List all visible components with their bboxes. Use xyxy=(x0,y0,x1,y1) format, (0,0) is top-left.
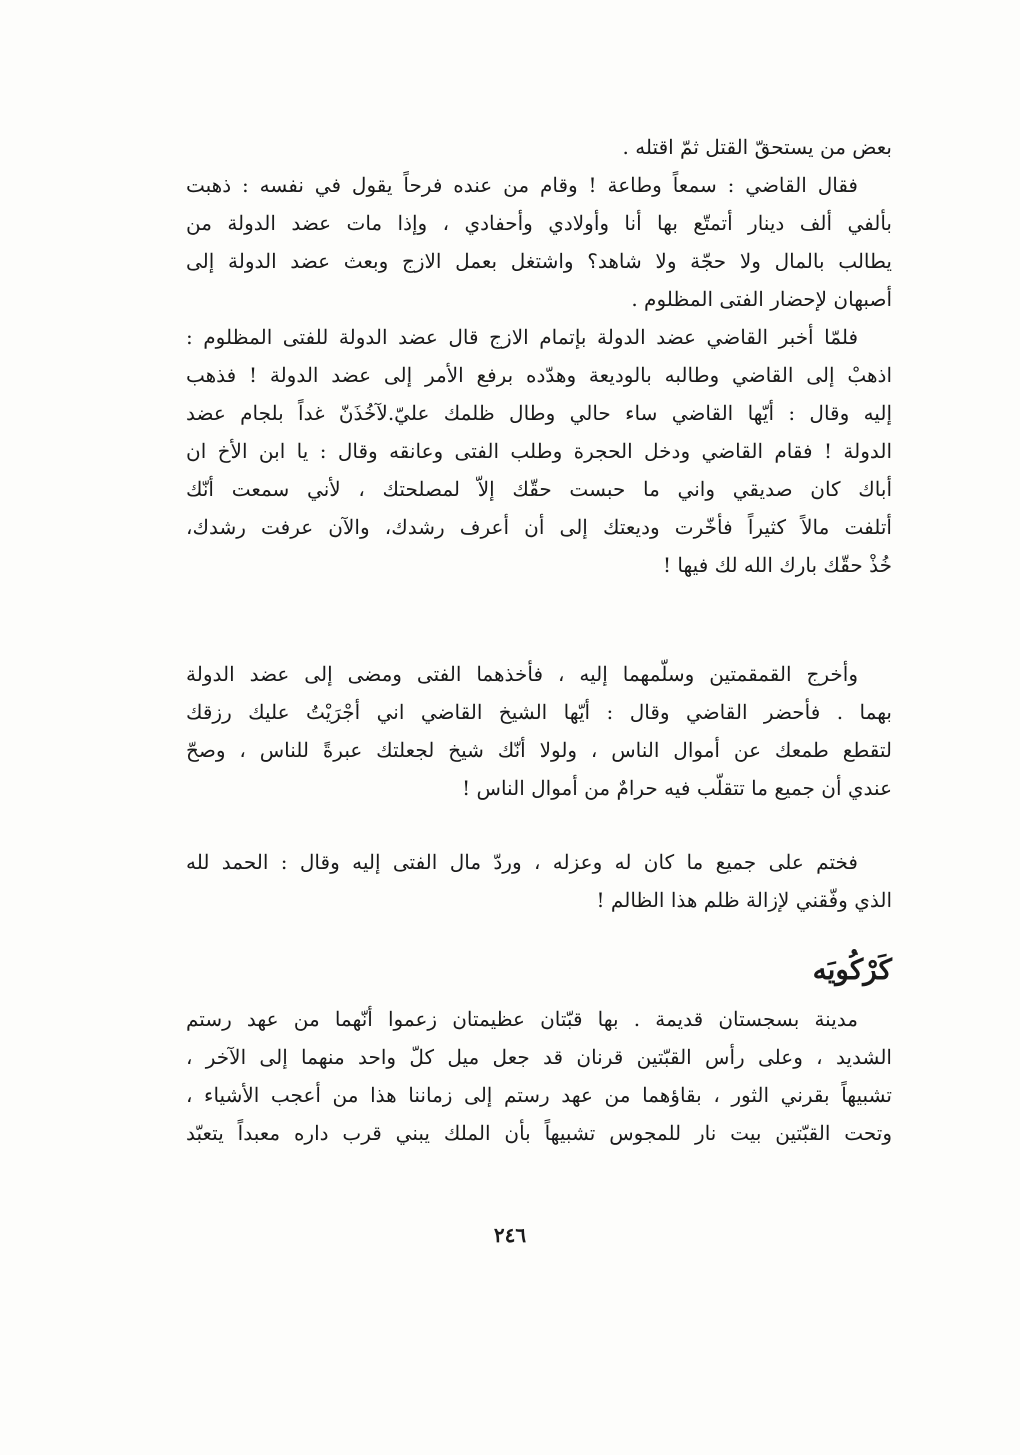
text-line: وأخرج القمقمتين وسلّمهما إليه ، فأخذهما الفتى ومضى إلى عضد الدولة xyxy=(186,662,858,686)
text-line: أتلفت مالاً كثيراً فأخّرت وديعتك إلى أن أعرف رشدك، والآن عرفت رشدك، xyxy=(186,515,892,539)
text-line: الدولة ! فقام القاضي ودخل الحجرة وطلب الفتى وعانقه وقال : يا ابن الأخ ان xyxy=(186,439,892,463)
paragraph-5 xyxy=(186,843,892,919)
text-line: فلمّا أخبر القاضي عضد الدولة بإتمام الازج قال عضد الدولة للفتى المظلوم : xyxy=(186,325,858,349)
text-line: لتقطع طمعك عن أموال الناس ، ولولا أنّك شيخ لجعلتك عبرةً للناس ، وصحّ xyxy=(186,738,892,762)
paragraph-6 xyxy=(186,1000,892,1152)
section-heading: كَرْكُويَه xyxy=(812,953,892,986)
text-line: بألفي ألف دينار أتمتّع بها أنا وأولادي وأحفادي ، وإذا مات عضد الدولة من xyxy=(186,211,892,235)
text-line: أباك كان صديقي واني ما حبست حقّك إلاّ لمصلحتك ، لأني سمعت أنّك xyxy=(186,477,892,501)
text-line: بعض من يستحقّ القتل ثمّ اقتله . xyxy=(622,135,892,159)
text-line: وتحت القبّتين بيت نار للمجوس تشبيهاً بأن الملك يبني قرب داره معبداً يتعبّد xyxy=(186,1121,892,1145)
text-line: بهما . فأحضر القاضي وقال : أيّها الشيخ القاضي اني أجْرَيْتُ عليك رزقك xyxy=(186,700,892,724)
text-line: فختم على جميع ما كان له وعزله ، وردّ مال الفتى إليه وقال : الحمد لله xyxy=(186,850,858,874)
text-line: الذي وفّقني لإزالة ظلم هذا الظالم ! xyxy=(596,888,892,912)
text-line: مدينة بسجستان قديمة . بها قبّتان عظيمتان زعموا أنّهما من عهد رستم xyxy=(186,1007,858,1031)
text-line: تشبيهاً بقرني الثور ، بقاؤهما من عهد رستم إلى زماننا هذا من أعجب الأشياء ، xyxy=(186,1083,892,1107)
upper-text-block xyxy=(186,128,892,584)
text-line: اذهبْ إلى القاضي وطالبه بالوديعة وهدّده برفع الأمر إلى عضد الدولة ! فذهب xyxy=(186,363,892,387)
text-line: عندي أن جميع ما تتقلّب فيه حرامٌ من أموال الناس ! xyxy=(462,776,892,800)
page-number: ٢٤٦ xyxy=(493,1223,527,1247)
text-line: خُذْ حقّك بارك الله لك فيها ! xyxy=(662,553,892,577)
text-line: الشديد ، وعلى رأس القبّتين قرنان قد جعل ميل كلّ واحد منهما إلى الآخر ، xyxy=(186,1045,892,1069)
text-line: أصبهان لإحضار الفتى المظلوم . xyxy=(631,287,892,311)
text-line: إليه وقال : أيّها القاضي ساء حالي وطال ظلمك عليّ.لآخُذَنّ غداً بلجام عضد xyxy=(186,401,892,425)
text-line: يطالب بالمال ولا حجّة ولا شاهد؟ واشتغل بعمل الازج وبعث عضد الدولة إلى xyxy=(186,249,892,273)
text-line: فقال القاضي : سمعاً وطاعة ! وقام من عنده فرحاً يقول في نفسه : ذهبت xyxy=(186,173,858,197)
paragraph-4 xyxy=(186,655,892,807)
